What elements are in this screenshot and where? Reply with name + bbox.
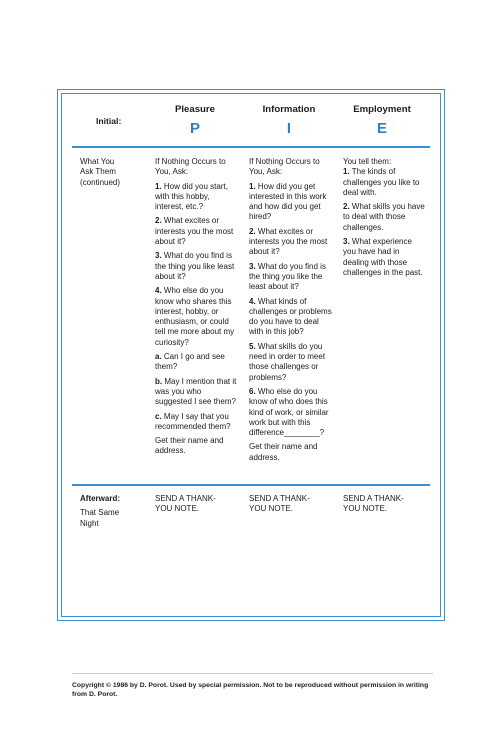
list-item: 3. What do you find is the thing you like least about it? bbox=[155, 251, 235, 281]
row-label-line: What You bbox=[80, 157, 115, 166]
list-item: 2. What excites or interests you the most about it? bbox=[155, 216, 234, 247]
row-label-afterward bbox=[80, 494, 146, 529]
afterward-sublabel: Night bbox=[80, 518, 99, 528]
list-item: 1. How did you start, with this hobby, interest, etc.? bbox=[155, 181, 228, 212]
list-item: c. May I say that you recommended them? bbox=[155, 411, 231, 431]
pleasure-closing: Get their name and address. bbox=[155, 436, 224, 456]
column-title-information: Information bbox=[262, 104, 316, 115]
employment-intro: You tell them: bbox=[343, 157, 392, 166]
list-item: a. Can I go and see them? bbox=[155, 352, 225, 372]
list-item: 4. Who else do you know who shares this interest, hobby, or enthusiasm, or could tell me more about my curiosity? bbox=[155, 286, 235, 347]
list-item: 1. The kinds of challenges you like to deal with. bbox=[343, 167, 420, 197]
column-letter-p: P bbox=[189, 120, 200, 137]
list-item: 2. What excites or interests you the most about it? bbox=[249, 226, 328, 257]
pleasure-questions bbox=[155, 157, 239, 457]
column-title-employment: Employment bbox=[353, 104, 411, 115]
information-closing: Get their name and address. bbox=[249, 442, 318, 462]
row-label-what-you-ask bbox=[80, 157, 146, 188]
list-item: 3. What experience you have had in dealing with those challenges in the past. bbox=[343, 237, 423, 277]
afterward-sublabel: That Same bbox=[80, 508, 120, 518]
list-item: 5. What skills do you need in order to meet those challenges or problems? bbox=[249, 341, 326, 382]
column-title-pleasure: Pleasure bbox=[174, 104, 215, 115]
list-item: 1. How did you get interested in this work and how did you get hired? bbox=[249, 181, 327, 222]
list-item: 4. What kinds of challenges or problems do you have to deal with in this job? bbox=[249, 296, 332, 337]
column-letter-e: E bbox=[376, 120, 387, 137]
list-item: 2. What skills you have to deal with those challenges. bbox=[343, 202, 425, 232]
list-item: 3. What do you find is the thing you like the least about it? bbox=[249, 261, 326, 292]
footer-rule bbox=[72, 673, 433, 674]
row-label-line: (continued) bbox=[80, 177, 121, 187]
header-divider bbox=[72, 146, 430, 148]
employment-afterward: SEND A THANK-YOU NOTE. bbox=[343, 494, 404, 514]
information-questions bbox=[249, 157, 333, 463]
information-intro: If Nothing Occurs to You, Ask: bbox=[249, 157, 320, 177]
pleasure-afterward: SEND A THANK-YOU NOTE. bbox=[155, 494, 216, 514]
column-letter-i: I bbox=[286, 120, 292, 137]
copyright-notice: Copyright © 1986 by D. Porot. Used by special permission. Not to be reproduced without permission in writing from D. Porot. bbox=[72, 682, 429, 698]
information-afterward: SEND A THANK-YOU NOTE. bbox=[249, 494, 310, 514]
row-label-line: Ask Them bbox=[80, 167, 116, 177]
employment-statements bbox=[343, 157, 427, 282]
pleasure-intro: If Nothing Occurs to You, Ask: bbox=[155, 157, 226, 177]
list-item: b. May I mention that it was you who suggested I see them? bbox=[155, 376, 237, 407]
list-item: 6. Who else do you know of who does this kind of work, or similar work but with this difference________? bbox=[249, 386, 329, 438]
row-divider bbox=[72, 484, 430, 486]
row-label-initial: Initial: bbox=[96, 116, 122, 126]
afterward-label: Afterward: bbox=[80, 494, 121, 503]
